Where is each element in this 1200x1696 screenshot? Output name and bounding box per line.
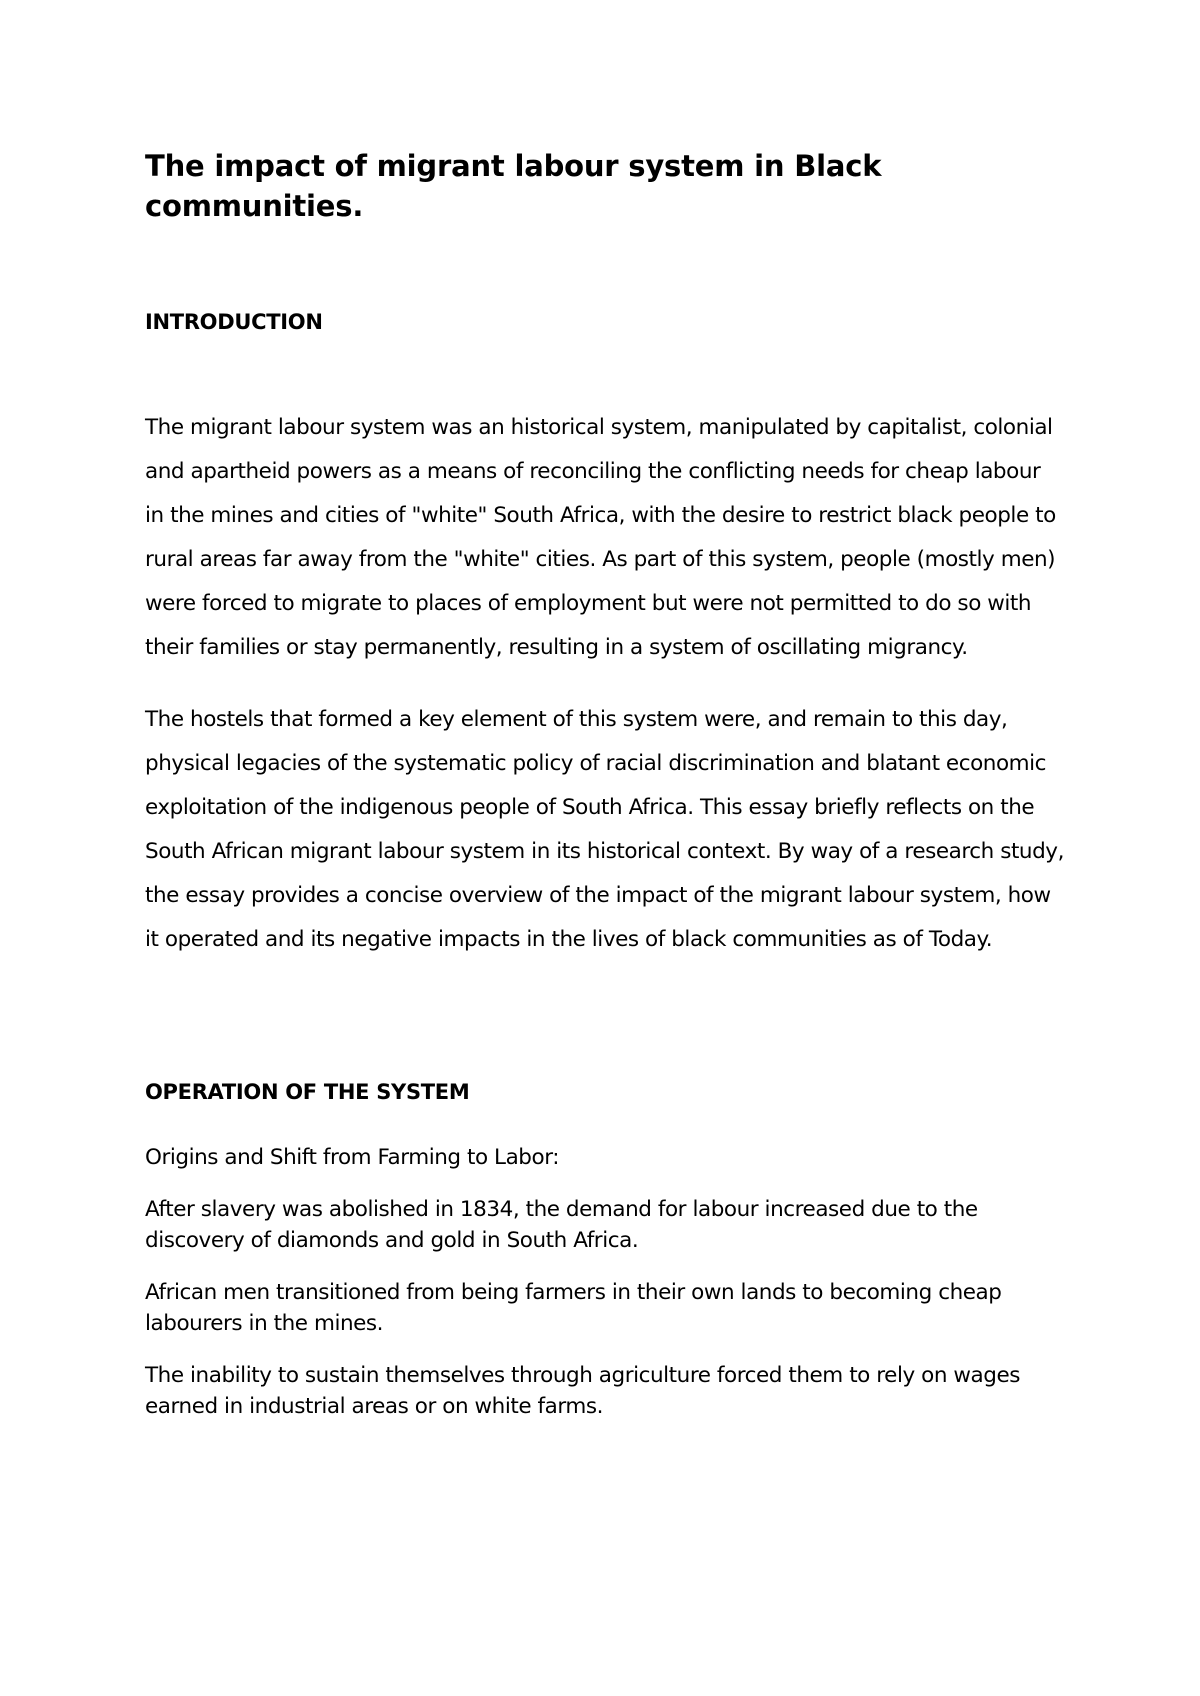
document-title: The impact of migrant labour system in Black communities. [145, 149, 882, 223]
operation-paragraph: After slavery was abolished in 1834, the demand for labour increased due to the discovery of diamonds and gold in South Africa. [145, 1197, 978, 1253]
operation-subheading: Origins and Shift from Farming to Labor: [145, 1145, 560, 1170]
operation-paragraph: African men transitioned from being farmers in their own lands to becoming cheap labourers in the mines. [145, 1280, 1002, 1336]
document-body [145, 146, 1065, 1422]
operation-paragraph: The inability to sustain themselves through agriculture forced them to rely on wages earned in industrial areas or on white farms. [145, 1363, 1020, 1419]
introduction-paragraph: The hostels that formed a key element of this system were, and remain to this day, physical legacies of the systematic policy of racial discrimination and blatant economic exploitation of the indigenous people of South Africa. This essay briefly reflects on the South African migrant labour system in its historical context. By way of a research study, the essay provides a concise overview of the impact of the migrant labour system, how it operated and its negative impacts in the lives of black communities as of Today. [145, 707, 1064, 952]
introduction-paragraph: The migrant labour system was an historical system, manipulated by capitalist, colonial and apartheid powers as a means of reconciling the conflicting needs for cheap labour in the mines and cities of "white" South Africa, with the desire to restrict black people to rural areas far away from the "white" cities. As part of this system, people (mostly men) were forced to migrate to places of employment but were not permitted to do so with their families or stay permanently, resulting in a system of oscillating migrancy. [145, 415, 1056, 660]
introduction-heading: INTRODUCTION [145, 310, 323, 334]
operation-heading: OPERATION OF THE SYSTEM [145, 1080, 470, 1104]
